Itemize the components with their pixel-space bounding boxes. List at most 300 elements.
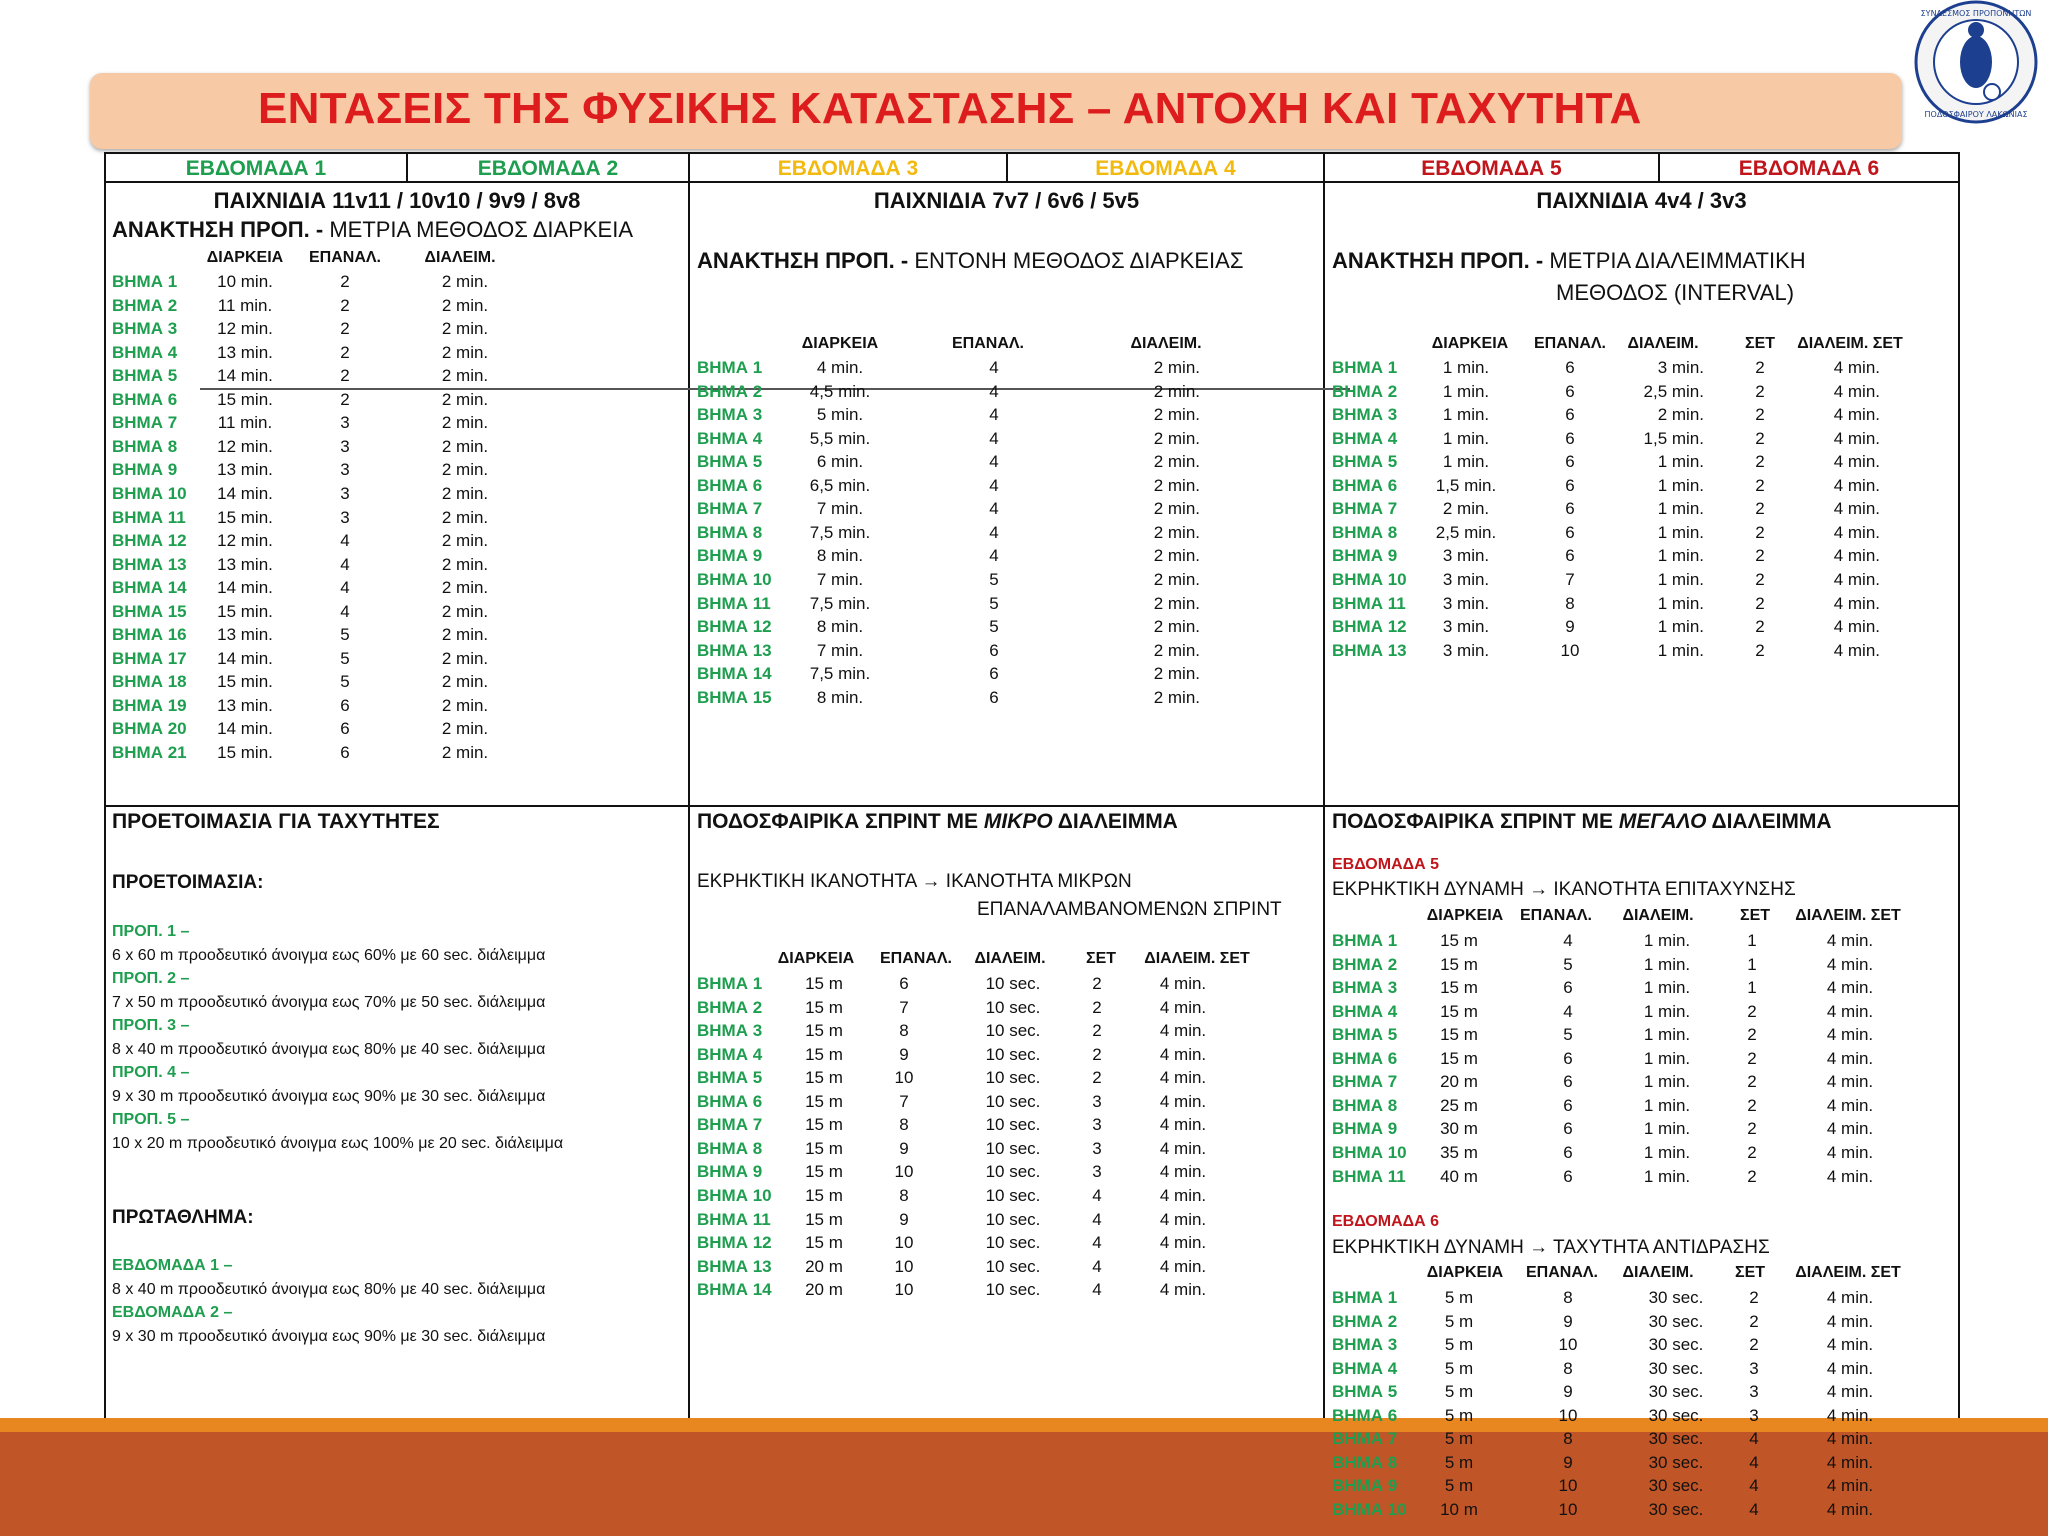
table-cell: 2 — [1092, 1068, 1102, 1088]
table-cell: 3 min. — [1442, 569, 1490, 589]
step-label: ΒΗΜΑ 6 — [1332, 475, 1398, 495]
step-label: ΒΗΜΑ 1 — [1332, 1288, 1398, 1307]
table-cell: 15 m — [805, 1115, 843, 1135]
table-cell: 1 min. — [1643, 1001, 1691, 1021]
step-label: ΒΗΜΑ 1 — [1332, 931, 1398, 950]
table-cell: 2 — [1747, 1095, 1757, 1115]
step-label: ΒΗΜΑ 13 — [112, 554, 187, 574]
table-cell: 8 — [899, 1115, 909, 1135]
table-cell: 2 — [1755, 569, 1765, 589]
table-cell: 2 min. — [1153, 381, 1200, 401]
table-cell: 1 min. — [1643, 1048, 1691, 1068]
step-label: ΒΗΜΑ 1 — [697, 974, 763, 993]
step-label: ΒΗΜΑ 5 — [1332, 452, 1398, 472]
step-label: ΒΗΜΑ 7 — [1332, 1429, 1398, 1449]
step-label: ΒΗΜΑ 5 — [112, 366, 178, 386]
table-cell: 6 — [1565, 546, 1575, 566]
table-cell: 4 — [989, 428, 999, 448]
table-cell: 4 min. — [1159, 1256, 1207, 1276]
step-label: ΒΗΜΑ 6 — [697, 1091, 763, 1111]
table-cell: 2 — [1755, 428, 1765, 448]
long-week5-line: ΕΚΡΗΚΤΙΚΗ ΔΥΝΑΜΗ → ΙΚΑΝΟΤΗΤΑ ΕΠΙΤΑΧΥΝΣΗΣ — [1332, 879, 1796, 900]
table-cell: 30 sec. — [1648, 1358, 1704, 1378]
table-cell: 15 m — [805, 1209, 843, 1229]
prep-item-text: 9 x 30 m προοδευτικό άνοιγμα εως 90% με 30 sec. διάλειμμα — [112, 1088, 546, 1105]
step-label: ΒΗΜΑ 4 — [1332, 1001, 1398, 1021]
table-cell: 2 — [1747, 1001, 1757, 1021]
table-cell: 1 min. — [1643, 931, 1691, 950]
table-cell: 15 m — [805, 1185, 843, 1205]
table-cell: 30 sec. — [1648, 1405, 1704, 1425]
table-cell: 4 min. — [1159, 1162, 1207, 1182]
table-cell: 30 sec. — [1648, 1311, 1704, 1331]
table-cell: 10 sec. — [985, 1280, 1041, 1300]
table-cell: 10 sec. — [985, 1138, 1041, 1158]
step-label: ΒΗΜΑ 10 — [697, 1185, 772, 1205]
table-cell: 3 — [1092, 1162, 1102, 1182]
table-cell: 7 min. — [816, 569, 864, 589]
table-cell: 4 min. — [1826, 1311, 1874, 1331]
page-title: ΕΝΤΑΣΕΙΣ ΤΗΣ ΦΥΣΙΚΗΣ ΚΑΤΑΣΤΑΣΗΣ – ΑΝΤΟΧΗ ΚΑΙ ΤΑΧΥΤΗΤΑ — [258, 84, 1642, 133]
step-label: ΒΗΜΑ 14 — [112, 578, 187, 598]
step-label: ΒΗΜΑ 19 — [112, 695, 187, 715]
table-cell: 15 min. — [217, 672, 273, 692]
step-label: ΒΗΜΑ 15 — [112, 601, 187, 621]
step-label: ΒΗΜΑ 16 — [112, 625, 187, 645]
week-2-header: ΕΒΔΟΜΑΔΑ 2 — [477, 157, 619, 180]
step-label: ΒΗΜΑ 9 — [697, 1162, 763, 1182]
table-cell: 4 min. — [1833, 499, 1880, 519]
step-label: ΒΗΜΑ 10 — [1332, 1499, 1407, 1519]
svg-text:ΠΟΔΟΣΦΑΙΡΟΥ ΛΑΚΩΝΙΑΣ: ΠΟΔΟΣΦΑΙΡΟΥ ΛΑΚΩΝΙΑΣ — [1924, 110, 2028, 119]
week-3-header: ΕΒΔΟΜΑΔΑ 3 — [777, 157, 919, 180]
table-cell: 4 min. — [1826, 978, 1874, 998]
table-cell: 30 m — [1440, 1119, 1478, 1139]
games-col3: ΠΑΙΧΝΙΔΙΑ 4v4 / 3v3 — [1536, 188, 1747, 213]
step-label: ΒΗΜΑ 8 — [1332, 522, 1398, 542]
col-divider-1 — [688, 152, 690, 1536]
table-cell: 10 sec. — [985, 1044, 1041, 1064]
column-header: ΕΠΑΝΑΛ. — [951, 335, 1025, 352]
table-cell: 2 — [1092, 974, 1102, 993]
table-cell: 6 — [1563, 1119, 1573, 1139]
table-cell: 5 m — [1444, 1452, 1474, 1472]
table-cell: 8 min. — [816, 687, 864, 707]
table-cell: 4 min. — [1826, 1335, 1874, 1355]
step-label: ΒΗΜΑ 7 — [697, 1115, 763, 1135]
table-cell: 4 min. — [1833, 358, 1880, 377]
table-cell: 10 — [894, 1233, 914, 1253]
prep-item-text: 10 x 20 m προοδευτικό άνοιγμα εως 100% με 20 sec. διάλειμμα — [112, 1135, 564, 1152]
step-label: ΒΗΜΑ 8 — [697, 522, 763, 542]
table-cell: 10 — [1558, 1499, 1578, 1519]
step-label: ΒΗΜΑ 2 — [1332, 954, 1398, 974]
column-header: ΔΙΑΡΚΕΙΑ — [1431, 335, 1509, 352]
table-cell: 4 min. — [1159, 1185, 1207, 1205]
table-cell: 40 m — [1440, 1166, 1478, 1186]
table-cell: 7,5 min. — [809, 664, 871, 684]
table-cell: 2 min. — [1153, 499, 1200, 519]
prep-item-text: 8 x 40 m προοδευτικό άνοιγμα εως 80% με 40 sec. διάλειμμα — [112, 1041, 546, 1058]
table-cell: 2 — [340, 272, 350, 291]
step-label: ΒΗΜΑ 6 — [1332, 1048, 1398, 1068]
step-label: ΒΗΜΑ 5 — [697, 1068, 763, 1088]
table-cell: 1 min. — [1442, 381, 1490, 401]
table-cell: 2,5 min. — [1643, 381, 1704, 401]
step-label: ΒΗΜΑ 3 — [697, 1021, 763, 1041]
step-label: ΒΗΜΑ 3 — [1332, 1335, 1398, 1355]
table-cell: 4 — [1092, 1280, 1102, 1300]
long-heading: ΠΟΔΟΣΦΑΙΡΙΚΑ ΣΠΡΙΝΤ ΜΕ ΜΕΓΑΛΟ ΔΙΑΛΕΙΜΜΑ — [1332, 810, 1832, 833]
table-cell: 2 min. — [441, 601, 489, 621]
prep-item-label: ΠΡΟΠ. 2 – — [112, 970, 190, 987]
table-cell: 2 min. — [1153, 358, 1200, 377]
col-divider-2 — [1323, 152, 1325, 1536]
table-cell: 4 min. — [1826, 1119, 1874, 1139]
method-col1: ΑΝΑΚΤΗΣΗ ΠΡΟΠ. - ΜΕΤΡΙΑ ΜΕΘΟΔΟΣ ΔΙΑΡΚΕΙΑ — [112, 217, 634, 242]
table-cell: 30 sec. — [1648, 1288, 1704, 1307]
table-cell: 4 min. — [1159, 1280, 1207, 1300]
table-cell: 2 — [340, 295, 350, 315]
table-cell: 5 min. — [816, 405, 864, 425]
table-cell: 2 min. — [441, 695, 489, 715]
table-cell: 4 min. — [1833, 452, 1880, 472]
table-cell: 9 — [1563, 1452, 1573, 1472]
prep-item-label: ΠΡΟΠ. 1 – — [112, 923, 190, 940]
table-cell: 2 min. — [1153, 475, 1200, 495]
table-cell: 8 — [1563, 1288, 1573, 1307]
table-cell: 1 min. — [1657, 640, 1704, 660]
table-cell: 4 min. — [1159, 1209, 1207, 1229]
championship-item-label: ΕΒΔΟΜΑΔΑ 1 – — [112, 1257, 233, 1274]
table-cell: 2 min. — [441, 366, 489, 386]
table-cell: 4 min. — [1826, 1048, 1874, 1068]
table-cell: 1 min. — [1442, 405, 1490, 425]
table-cell: 4 — [989, 452, 999, 472]
table-cell: 4 min. — [1833, 428, 1880, 448]
table-cell: 1 min. — [1657, 499, 1704, 519]
column-header: ΔΙΑΛΕΙΜ. ΣΕΤ — [1144, 950, 1250, 967]
table-cell: 4 min. — [1159, 1115, 1207, 1135]
prep-item-text: 6 x 60 m προοδευτικό άνοιγμα εως 60% με 60 sec. διάλειμμα — [112, 947, 546, 964]
table-cell: 4 — [989, 405, 999, 425]
table-cell: 5 m — [1444, 1358, 1474, 1378]
table-cell: 4 — [1749, 1429, 1759, 1449]
step-label: ΒΗΜΑ 10 — [112, 483, 187, 503]
table-cell: 2 min. — [1153, 452, 1200, 472]
step-label: ΒΗΜΑ 12 — [697, 1233, 772, 1253]
table-cell: 14 min. — [217, 578, 273, 598]
table-cell: 3 min. — [1442, 617, 1490, 637]
step-label: ΒΗΜΑ 13 — [697, 640, 772, 660]
table-cell: 10 sec. — [985, 974, 1041, 993]
table-cell: 8 — [1563, 1358, 1573, 1378]
table-cell: 7 — [1565, 569, 1575, 589]
table-cell: 14 min. — [217, 648, 273, 668]
step-label: ΒΗΜΑ 20 — [112, 719, 187, 739]
short-heading: ΠΟΔΟΣΦΑΙΡΙΚΑ ΣΠΡΙΝΤ ΜΕ ΜΙΚΡΟ ΔΙΑΛΕΙΜΜΑ — [697, 810, 1178, 833]
table-cell: 6 — [1563, 978, 1573, 998]
table-cell: 10 sec. — [985, 1021, 1041, 1041]
table-cell: 13 min. — [217, 460, 273, 480]
column-header: ΔΙΑΛΕΙΜ. ΣΕΤ — [1795, 907, 1901, 924]
step-label: ΒΗΜΑ 9 — [697, 546, 763, 566]
table-cell: 2 — [1755, 499, 1765, 519]
table-cell: 10 sec. — [985, 1256, 1041, 1276]
table-cell: 6 — [340, 719, 350, 739]
table-cell: 4 — [989, 381, 999, 401]
table-cell: 3 — [1092, 1115, 1102, 1135]
table-cell: 4 min. — [1833, 522, 1880, 542]
table-cell: 10 — [894, 1162, 914, 1182]
table-cell: 4 min. — [1826, 931, 1874, 950]
table-cell: 3 — [340, 460, 350, 480]
table-cell: 10 — [1558, 1335, 1578, 1355]
prep-item-text: 7 x 50 m προοδευτικό άνοιγμα εως 70% με 50 sec. διάλειμμα — [112, 994, 546, 1011]
table-cell: 1 min. — [1643, 954, 1691, 974]
table-cell: 13 min. — [217, 554, 273, 574]
long-week6-label: ΕΒΔΟΜΑΔΑ 6 — [1332, 1213, 1440, 1230]
table-cell: 4 — [340, 531, 350, 551]
table-cell: 10 — [894, 1256, 914, 1276]
prep-item-label: ΠΡΟΠ. 4 – — [112, 1064, 190, 1081]
table-cell: 10 — [1558, 1476, 1578, 1496]
column-header: ΔΙΑΛΕΙΜ. — [424, 249, 496, 266]
table-cell: 12 min. — [217, 436, 273, 456]
table-cell: 10 sec. — [985, 1162, 1041, 1182]
table-cell: 2 min. — [441, 531, 489, 551]
table-cell: 6 — [989, 687, 999, 707]
table-cell: 2 min. — [441, 319, 489, 339]
column-header: ΔΙΑΡΚΕΙΑ — [777, 950, 855, 967]
table-cell: 6 — [1565, 475, 1575, 495]
column-header: ΔΙΑΛΕΙΜ. — [1622, 1264, 1694, 1281]
column-header: ΕΠΑΝΑΛ. — [1519, 907, 1593, 924]
column-header: ΣΕΤ — [1085, 950, 1117, 967]
table-cell: 2 min. — [441, 554, 489, 574]
step-label: ΒΗΜΑ 3 — [697, 405, 763, 425]
table-cell: 4 min. — [1833, 617, 1880, 637]
table-cell: 4 — [989, 499, 999, 519]
step-label: ΒΗΜΑ 21 — [112, 743, 187, 762]
table-cell: 2 min. — [1442, 499, 1490, 519]
association-logo — [1902, 0, 2048, 128]
column-header: ΕΠΑΝΑΛ. — [1533, 335, 1607, 352]
table-cell: 15 m — [805, 1044, 843, 1064]
table-cell: 4 min. — [1826, 1025, 1874, 1045]
table-cell: 30 sec. — [1648, 1476, 1704, 1496]
table-cell: 2 min. — [441, 648, 489, 668]
table-cell: 5 m — [1444, 1405, 1474, 1425]
table-cell: 14 min. — [217, 366, 273, 386]
step-label: ΒΗΜΑ 2 — [697, 381, 763, 401]
table-cell: 4 min. — [1159, 1044, 1207, 1064]
table-cell: 4 min. — [1159, 997, 1207, 1017]
prep-item-label: ΠΡΟΠ. 5 – — [112, 1111, 190, 1128]
table-cell: 1 min. — [1657, 522, 1704, 542]
step-label: ΒΗΜΑ 10 — [1332, 569, 1407, 589]
column-header: ΔΙΑΛΕΙΜ. — [1130, 335, 1202, 352]
table-cell: 3 — [340, 483, 350, 503]
table-cell: 14 min. — [217, 719, 273, 739]
prep-heading: ΠΡΟΕΤΟΙΜΑΣΙΑ ΓΙΑ ΤΑΧΥΤΗΤΕΣ — [112, 810, 440, 833]
table-cell: 4 min. — [1826, 1382, 1874, 1402]
table-cell: 4 — [1749, 1476, 1759, 1496]
table-cell: 4 min. — [1833, 640, 1880, 660]
table-cell: 2 min. — [1153, 664, 1200, 684]
step-label: ΒΗΜΑ 6 — [697, 475, 763, 495]
step-label: ΒΗΜΑ 18 — [112, 672, 187, 692]
table-cell: 15 m — [805, 1091, 843, 1111]
table-cell: 14 min. — [217, 483, 273, 503]
table-cell: 1 — [1747, 931, 1757, 950]
step-label: ΒΗΜΑ 5 — [1332, 1382, 1398, 1402]
table-cell: 5 m — [1444, 1335, 1474, 1355]
column-header: ΔΙΑΛΕΙΜ. ΣΕΤ — [1797, 335, 1903, 352]
table-cell: 4 — [1092, 1185, 1102, 1205]
table-cell: 2 — [1755, 405, 1765, 425]
table-cell: 4 — [1563, 1001, 1573, 1021]
table-cell: 4 — [1749, 1499, 1759, 1519]
table-cell: 4 min. — [1826, 1072, 1874, 1092]
method-col2: ΑΝΑΚΤΗΣΗ ΠΡΟΠ. - ΕΝΤΟΝΗ ΜΕΘΟΔΟΣ ΔΙΑΡΚΕΙΑΣ — [697, 248, 1244, 273]
prep-item-label: ΠΡΟΠ. 3 – — [112, 1017, 190, 1034]
table-cell: 2 min. — [441, 743, 489, 762]
table-cell: 4 min. — [1833, 381, 1880, 401]
short-line2: ΕΠΑΝΑΛΑΜΒΑΝΟΜΕΝΩΝ ΣΠΡΙΝΤ — [977, 899, 1282, 920]
table-cell: 1 min. — [1442, 452, 1490, 472]
table-cell: 8 min. — [816, 546, 864, 566]
step-label: ΒΗΜΑ 11 — [1332, 593, 1406, 613]
step-label: ΒΗΜΑ 4 — [697, 428, 763, 448]
table-cell: 6 — [340, 695, 350, 715]
table-cell: 30 sec. — [1648, 1382, 1704, 1402]
table-cell: 2 min. — [441, 342, 489, 362]
table-cell: 15 m — [805, 974, 843, 993]
table-cell: 3 min. — [1442, 593, 1490, 613]
step-label: ΒΗΜΑ 8 — [1332, 1452, 1398, 1472]
column-header: ΔΙΑΡΚΕΙΑ — [801, 335, 879, 352]
table-cell: 12 min. — [217, 319, 273, 339]
step-label: ΒΗΜΑ 9 — [1332, 546, 1398, 566]
table-cell: 2 — [1749, 1335, 1759, 1355]
table-cell: 2 — [1749, 1311, 1759, 1331]
table-cell: 8 min. — [816, 617, 864, 637]
step-label: ΒΗΜΑ 10 — [1332, 1142, 1407, 1162]
table-cell: 6 — [989, 640, 999, 660]
table-cell: 15 min. — [217, 389, 273, 409]
table-cell: 7 — [899, 1091, 909, 1111]
table-cell: 7 — [899, 997, 909, 1017]
table-cell: 1 min. — [1442, 358, 1490, 377]
step-label: ΒΗΜΑ 11 — [1332, 1166, 1406, 1186]
column-header: ΕΠΑΝΑΛ. — [879, 950, 953, 967]
table-cell: 4 min. — [1159, 1138, 1207, 1158]
table-cell: 6 — [1565, 358, 1575, 377]
table-cell: 10 — [894, 1280, 914, 1300]
step-label: ΒΗΜΑ 4 — [112, 342, 178, 362]
table-cell: 3 min. — [1442, 640, 1490, 660]
table-cell: 2 min. — [441, 625, 489, 645]
table-cell: 3 — [340, 507, 350, 527]
table-cell: 5 — [989, 593, 999, 613]
column-header: ΣΕΤ — [1734, 1264, 1766, 1281]
table-cell: 10 sec. — [985, 1185, 1041, 1205]
step-label: ΒΗΜΑ 11 — [697, 593, 771, 613]
table-cell: 6 — [1565, 428, 1575, 448]
table-cell: 15 min. — [217, 507, 273, 527]
table-cell: 4 min. — [1826, 1405, 1874, 1425]
table-cell: 15 m — [805, 1138, 843, 1158]
table-cell: 4 min. — [816, 358, 864, 377]
table-cell: 3 min. — [1442, 546, 1490, 566]
table-cell: 15 m — [805, 1162, 843, 1182]
table-cell: 1 min. — [1643, 1025, 1691, 1045]
table-cell: 7,5 min. — [809, 593, 871, 613]
table-cell: 3 — [340, 436, 350, 456]
table-cell: 15 m — [1440, 978, 1478, 998]
table-cell: 2 — [1747, 1072, 1757, 1092]
championship-item-text: 9 x 30 m προοδευτικό άνοιγμα εως 90% με 30 sec. διάλειμμα — [112, 1328, 546, 1345]
table-cell: 2 — [1747, 1142, 1757, 1162]
table-cell: 13 min. — [217, 625, 273, 645]
table-cell: 1,5 min. — [1643, 428, 1704, 448]
table-cell: 9 — [899, 1044, 909, 1064]
svg-text:ΣΥΝΔΕΣΜΟΣ ΠΡΟΠΟΝΗΤΩΝ: ΣΥΝΔΕΣΜΟΣ ΠΡΟΠΟΝΗΤΩΝ — [1920, 9, 2032, 18]
table-cell: 35 m — [1440, 1142, 1478, 1162]
table-cell: 1 min. — [1643, 1142, 1691, 1162]
table-cell: 6 — [1565, 499, 1575, 519]
table-cell: 2 — [1755, 640, 1765, 660]
table-cell: 2 min. — [1153, 640, 1200, 660]
step-label: ΒΗΜΑ 7 — [1332, 499, 1398, 519]
table-cell: 2 min. — [441, 272, 489, 291]
footer-stripe-orange — [0, 1418, 2048, 1432]
table-cell: 2 — [1755, 522, 1765, 542]
table-cell: 4 — [989, 475, 999, 495]
method-col3-line2: ΜΕΘΟΔΟΣ (INTERVAL) — [1556, 280, 1795, 305]
table-cell: 30 sec. — [1648, 1452, 1704, 1472]
table-cell: 9 — [1563, 1311, 1573, 1331]
step-label: ΒΗΜΑ 13 — [1332, 640, 1407, 660]
table-cell: 6 — [1563, 1048, 1573, 1068]
table-cell: 2 min. — [1153, 687, 1200, 707]
step-label: ΒΗΜΑ 9 — [1332, 1476, 1398, 1496]
table-cell: 5 m — [1444, 1382, 1474, 1402]
table-cell: 13 min. — [217, 695, 273, 715]
table-cell: 6 — [1563, 1166, 1573, 1186]
championship-item-label: ΕΒΔΟΜΑΔΑ 2 – — [112, 1304, 233, 1321]
week-1-header: ΕΒΔΟΜΑΔΑ 1 — [185, 157, 327, 180]
table-cell: 6 — [989, 664, 999, 684]
table-cell: 9 — [899, 1209, 909, 1229]
table-cell: 2 — [1755, 452, 1765, 472]
step-label: ΒΗΜΑ 9 — [1332, 1119, 1398, 1139]
table-cell: 10 sec. — [985, 1068, 1041, 1088]
table-cell: 4 min. — [1159, 974, 1207, 993]
table-cell: 2 min. — [1657, 405, 1704, 425]
table-cell: 7 min. — [816, 640, 864, 660]
table-cell: 4 min. — [1159, 1021, 1207, 1041]
table-cell: 2,5 min. — [1435, 522, 1497, 542]
table-cell: 15 m — [805, 997, 843, 1017]
table-cell: 30 sec. — [1648, 1499, 1704, 1519]
table-cell: 2 min. — [441, 460, 489, 480]
table-cell: 1 min. — [1643, 1166, 1691, 1186]
table-cell: 2 min. — [1153, 593, 1200, 613]
step-label: ΒΗΜΑ 3 — [1332, 978, 1398, 998]
table-cell: 4 min. — [1826, 1166, 1874, 1186]
